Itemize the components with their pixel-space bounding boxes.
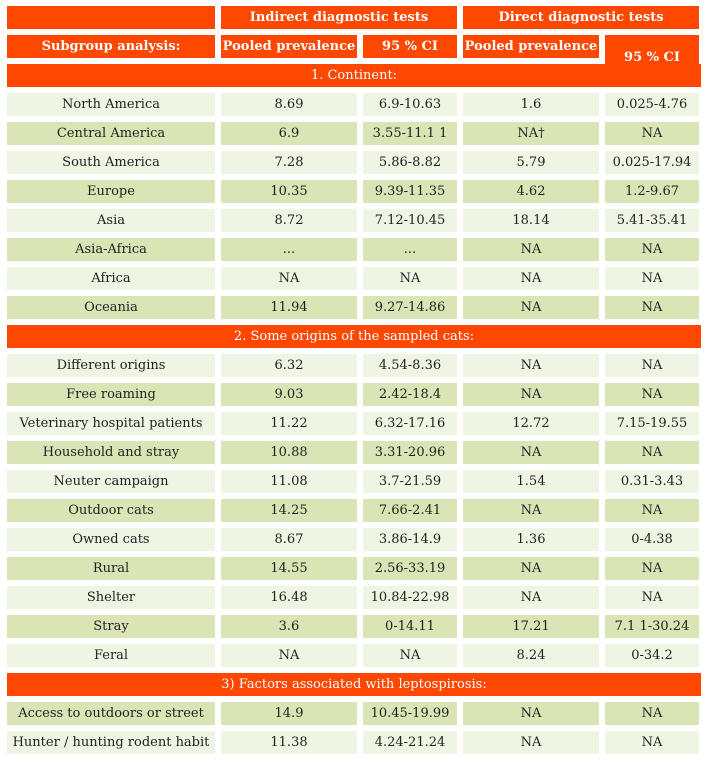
direct-ci-cell: 5.41-35.41 (605, 209, 699, 232)
table-row (7, 93, 701, 116)
direct-prevalence-cell: NA (463, 586, 599, 609)
direct-ci-cell: 7.1 1-30.24 (605, 615, 699, 638)
indirect-ci-cell: NA (363, 644, 457, 667)
direct-prevalence-cell: NA (463, 499, 599, 522)
header-indirect-tests: Indirect diagnostic tests (221, 6, 457, 29)
indirect-prevalence-cell: NA (221, 267, 357, 290)
table-row (7, 267, 701, 290)
indirect-ci-cell: 6.9-10.63 (363, 93, 457, 116)
indirect-ci-cell: NA (363, 267, 457, 290)
table-row (7, 586, 701, 609)
indirect-prevalence-cell: 8.69 (221, 93, 357, 116)
subgroup-label-cell: Europe (7, 180, 215, 203)
direct-ci-cell: NA (605, 586, 699, 609)
direct-prevalence-cell: 12.72 (463, 412, 599, 435)
indirect-ci-cell: 3.7-21.59 (363, 470, 457, 493)
direct-prevalence-cell: NA (463, 267, 599, 290)
indirect-ci-cell: 10.84-22.98 (363, 586, 457, 609)
section-header: 3) Factors associated with leptospirosis: (7, 673, 701, 696)
header-indirect-pooled-prevalence: Pooled prevalence (221, 35, 357, 58)
direct-prevalence-cell: 1.36 (463, 528, 599, 551)
indirect-prevalence-cell: 11.08 (221, 470, 357, 493)
direct-ci-cell: 0.025-4.76 (605, 93, 699, 116)
table-row (7, 557, 701, 580)
indirect-prevalence-cell: 6.9 (221, 122, 357, 145)
direct-ci-cell: NA (605, 557, 699, 580)
direct-ci-cell: NA (605, 702, 699, 725)
indirect-prevalence-cell: 9.03 (221, 383, 357, 406)
direct-prevalence-cell: NA (463, 238, 599, 261)
table-row (7, 702, 701, 725)
indirect-prevalence-cell: 7.28 (221, 151, 357, 174)
header-empty-cell (7, 6, 215, 29)
header-direct-ci (605, 35, 699, 64)
direct-ci-cell: NA (605, 354, 699, 377)
direct-prevalence-cell: 17.21 (463, 615, 599, 638)
indirect-prevalence-cell: 14.55 (221, 557, 357, 580)
indirect-prevalence-cell: 10.88 (221, 441, 357, 464)
indirect-prevalence-cell: 16.48 (221, 586, 357, 609)
indirect-ci-cell: ... (363, 238, 457, 261)
table-row (7, 122, 701, 145)
header-direct-pooled-prevalence: Pooled prevalence (463, 35, 599, 58)
table-row (7, 412, 701, 435)
header-direct-ci-label: 95 % CI (624, 50, 680, 64)
indirect-prevalence-cell: 14.25 (221, 499, 357, 522)
indirect-ci-cell: 7.12-10.45 (363, 209, 457, 232)
subgroup-label-cell: Neuter campaign (7, 470, 215, 493)
header-direct-tests: Direct diagnostic tests (463, 6, 699, 29)
prevalence-table (7, 6, 701, 760)
direct-prevalence-cell: NA (463, 702, 599, 725)
table-row (7, 238, 701, 261)
direct-prevalence-cell: NA (463, 296, 599, 319)
header-indirect-ci: 95 % CI (363, 35, 457, 58)
indirect-prevalence-cell: 3.6 (221, 615, 357, 638)
subgroup-label-cell: Oceania (7, 296, 215, 319)
table-row (7, 383, 701, 406)
direct-prevalence-cell: NA (463, 441, 599, 464)
subgroup-label-cell: Different origins (7, 354, 215, 377)
direct-ci-cell: NA (605, 441, 699, 464)
indirect-prevalence-cell: 11.94 (221, 296, 357, 319)
subgroup-label-cell: Shelter (7, 586, 215, 609)
direct-ci-cell: NA (605, 731, 699, 754)
header-group-row (7, 6, 701, 29)
direct-ci-cell: NA (605, 122, 699, 145)
subgroup-label-cell: Asia-Africa (7, 238, 215, 261)
subgroup-label-cell: Asia (7, 209, 215, 232)
subgroup-label-cell: Feral (7, 644, 215, 667)
table-row (7, 151, 701, 174)
table-body (7, 64, 701, 754)
direct-prevalence-cell: 18.14 (463, 209, 599, 232)
subgroup-label-cell: Household and stray (7, 441, 215, 464)
table-row (7, 644, 701, 667)
table-row (7, 180, 701, 203)
direct-ci-cell: 0-34.2 (605, 644, 699, 667)
direct-prevalence-cell: NA (463, 731, 599, 754)
subgroup-label-cell: North America (7, 93, 215, 116)
indirect-prevalence-cell: 8.72 (221, 209, 357, 232)
table-row (7, 528, 701, 551)
subgroup-label-cell: South America (7, 151, 215, 174)
direct-prevalence-cell: 1.6 (463, 93, 599, 116)
table-row (7, 499, 701, 522)
direct-ci-cell: NA (605, 238, 699, 261)
direct-prevalence-cell: 1.54 (463, 470, 599, 493)
indirect-ci-cell: 4.54-8.36 (363, 354, 457, 377)
subgroup-label-cell: Central America (7, 122, 215, 145)
direct-prevalence-cell: NA (463, 557, 599, 580)
indirect-ci-cell: 2.42-18.4 (363, 383, 457, 406)
indirect-prevalence-cell: 11.38 (221, 731, 357, 754)
direct-ci-cell: NA (605, 296, 699, 319)
direct-ci-cell: 0.31-3.43 (605, 470, 699, 493)
direct-prevalence-cell: 5.79 (463, 151, 599, 174)
indirect-ci-cell: 10.45-19.99 (363, 702, 457, 725)
indirect-ci-cell: 2.56-33.19 (363, 557, 457, 580)
subgroup-label-cell: Outdoor cats (7, 499, 215, 522)
indirect-prevalence-cell: 6.32 (221, 354, 357, 377)
indirect-ci-cell: 3.86-14.9 (363, 528, 457, 551)
subgroup-label-cell: Access to outdoors or street (7, 702, 215, 725)
direct-ci-cell: 0-4.38 (605, 528, 699, 551)
indirect-ci-cell: 6.32-17.16 (363, 412, 457, 435)
subgroup-label-cell: Free roaming (7, 383, 215, 406)
subgroup-label-cell: Africa (7, 267, 215, 290)
section-header: 1. Continent: (7, 64, 701, 87)
indirect-prevalence-cell: NA (221, 644, 357, 667)
indirect-ci-cell: 5.86-8.82 (363, 151, 457, 174)
direct-prevalence-cell: 8.24 (463, 644, 599, 667)
direct-ci-cell: NA (605, 383, 699, 406)
subgroup-label-cell: Stray (7, 615, 215, 638)
indirect-prevalence-cell: 14.9 (221, 702, 357, 725)
direct-ci-cell: NA (605, 267, 699, 290)
table-row (7, 296, 701, 319)
direct-prevalence-cell: NA (463, 354, 599, 377)
subgroup-label-cell: Owned cats (7, 528, 215, 551)
direct-ci-cell: NA (605, 499, 699, 522)
subgroup-label-cell: Veterinary hospital patients (7, 412, 215, 435)
table-row (7, 354, 701, 377)
direct-ci-cell: 1.2-9.67 (605, 180, 699, 203)
table-row (7, 615, 701, 638)
indirect-prevalence-cell: ... (221, 238, 357, 261)
section-header: 2. Some origins of the sampled cats: (7, 325, 701, 348)
indirect-ci-cell: 4.24-21.24 (363, 731, 457, 754)
indirect-ci-cell: 3.55-11.1 1 (363, 122, 457, 145)
indirect-prevalence-cell: 10.35 (221, 180, 357, 203)
table-row (7, 470, 701, 493)
direct-prevalence-cell: NA† (463, 122, 599, 145)
direct-prevalence-cell: NA (463, 383, 599, 406)
header-column-row (7, 35, 701, 64)
indirect-ci-cell: 3.31-20.96 (363, 441, 457, 464)
subgroup-label-cell: Rural (7, 557, 215, 580)
table-row (7, 731, 701, 754)
indirect-ci-cell: 0-14.11 (363, 615, 457, 638)
indirect-prevalence-cell: 8.67 (221, 528, 357, 551)
table-row (7, 209, 701, 232)
indirect-ci-cell: 9.39-11.35 (363, 180, 457, 203)
indirect-ci-cell: 9.27-14.86 (363, 296, 457, 319)
header-subgroup-analysis: Subgroup analysis: (7, 35, 215, 58)
direct-prevalence-cell: 4.62 (463, 180, 599, 203)
direct-ci-cell: 7.15-19.55 (605, 412, 699, 435)
indirect-prevalence-cell: 11.22 (221, 412, 357, 435)
direct-ci-cell: 0.025-17.94 (605, 151, 699, 174)
subgroup-label-cell: Hunter / hunting rodent habit (7, 731, 215, 754)
indirect-ci-cell: 7.66-2.41 (363, 499, 457, 522)
table-row (7, 441, 701, 464)
